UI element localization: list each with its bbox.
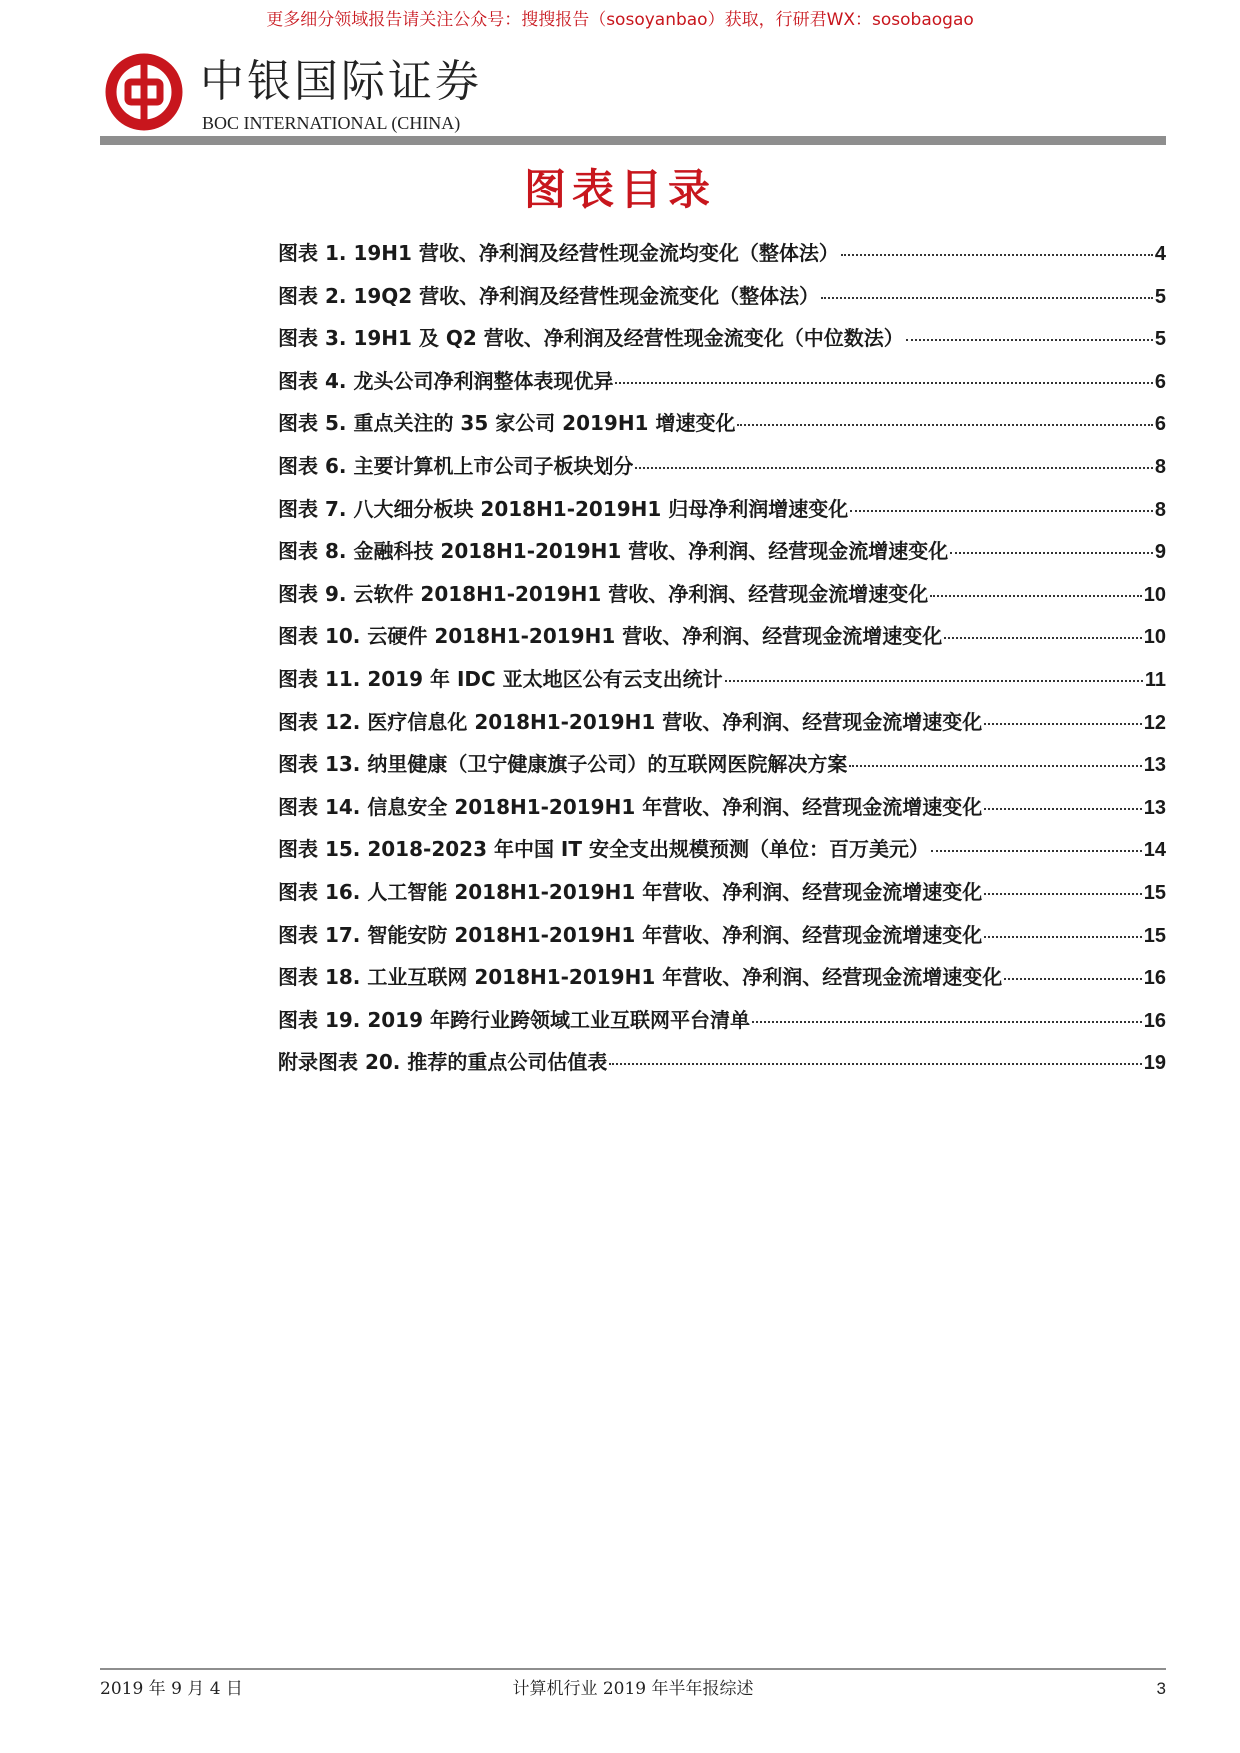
toc-entry[interactable]	[278, 280, 1166, 323]
toc-entry[interactable]	[278, 237, 1166, 280]
toc-entry[interactable]	[278, 1004, 1166, 1047]
toc-dot-leader	[725, 680, 1143, 682]
toc-entry[interactable]	[278, 493, 1166, 536]
toc-entry-label: 图表 9. 云软件 2018H1-2019H1 营收、净利润、经营现金流增速变化	[278, 581, 929, 606]
toc-entry-page: 9	[1154, 541, 1166, 564]
brand-name-cn: 中银国际证券	[200, 56, 482, 107]
toc-entry[interactable]	[278, 919, 1166, 962]
toc-entry-page: 16	[1143, 1009, 1166, 1032]
toc-entry-page: 16	[1143, 967, 1166, 990]
toc-entry-page: 5	[1154, 285, 1166, 308]
toc-dot-leader	[950, 552, 1153, 554]
footer-divider	[100, 1668, 1166, 1670]
toc-dot-leader	[635, 467, 1152, 469]
toc-entry-label: 图表 5. 重点关注的 35 家公司 2019H1 增速变化	[278, 411, 736, 436]
toc-entry-label: 图表 13. 纳里健康（卫宁健康旗子公司）的互联网医院解决方案	[278, 752, 848, 777]
toc-entry-label: 图表 16. 人工智能 2018H1-2019H1 年营收、净利润、经营现金流增速变化	[278, 879, 983, 904]
toc-dot-leader	[850, 510, 1153, 512]
toc-entry-label: 图表 8. 金融科技 2018H1-2019H1 营收、净利润、经营现金流增速变化	[278, 539, 949, 564]
toc-entry-page: 6	[1154, 413, 1166, 436]
header-divider	[100, 136, 1166, 145]
toc-dot-leader	[984, 936, 1142, 938]
toc-dot-leader	[752, 1021, 1142, 1023]
toc-entry[interactable]	[278, 833, 1166, 876]
footer-report-title: 计算机行业 2019 年半年报综述	[512, 1679, 754, 1699]
toc-entry[interactable]	[278, 535, 1166, 578]
toc-dot-leader	[906, 339, 1153, 341]
page-header	[100, 48, 1166, 146]
toc-dot-leader	[609, 1063, 1141, 1065]
brand-name-en: BOC INTERNATIONAL (CHINA)	[202, 113, 461, 133]
toc-dot-leader	[984, 723, 1142, 725]
toc-entry[interactable]	[278, 407, 1166, 450]
toc-dot-leader	[841, 254, 1153, 256]
toc-entry-page: 8	[1154, 498, 1166, 521]
toc-entry[interactable]	[278, 450, 1166, 493]
toc-entry-label: 图表 14. 信息安全 2018H1-2019H1 年营收、净利润、经营现金流增速变化	[278, 794, 983, 819]
footer-page-number: 3	[1156, 1679, 1166, 1698]
toc-dot-leader	[615, 382, 1152, 384]
toc-entry-page: 19	[1143, 1052, 1166, 1075]
footer-date: 2019 年 9 月 4 日	[100, 1679, 243, 1699]
toc-entry-page: 8	[1154, 455, 1166, 478]
toc-entry-label: 图表 7. 八大细分板块 2018H1-2019H1 归母净利润增速变化	[278, 496, 849, 521]
toc-dot-leader	[931, 850, 1142, 852]
toc-entry-page: 14	[1143, 839, 1166, 862]
toc-entry[interactable]	[278, 365, 1166, 408]
toc-entry-page: 15	[1143, 924, 1166, 947]
toc-dot-leader	[849, 765, 1141, 767]
toc-dot-leader	[1004, 978, 1142, 980]
toc-entry-page: 15	[1143, 881, 1166, 904]
toc-entry[interactable]	[278, 748, 1166, 791]
toc-entry-page: 13	[1143, 796, 1166, 819]
toc-entry-page: 10	[1143, 626, 1166, 649]
toc-entry-label: 图表 15. 2018-2023 年中国 IT 安全支出规模预测（单位：百万美元）	[278, 837, 929, 862]
toc-entry[interactable]	[278, 791, 1166, 834]
toc-list	[278, 237, 1166, 1089]
toc-entry-page: 6	[1154, 370, 1166, 393]
toc-dot-leader	[930, 595, 1141, 597]
toc-entry[interactable]	[278, 663, 1166, 706]
toc-dot-leader	[821, 297, 1153, 299]
toc-entry-label: 图表 11. 2019 年 IDC 亚太地区公有云支出统计	[278, 666, 723, 691]
toc-entry-page: 11	[1144, 668, 1166, 691]
toc-entry[interactable]	[278, 322, 1166, 365]
toc-entry[interactable]	[278, 706, 1166, 749]
toc-entry-label: 图表 3. 19H1 及 Q2 营收、净利润及经营性现金流变化（中位数法）	[278, 326, 904, 351]
toc-entry-page: 13	[1143, 754, 1166, 777]
toc-entry[interactable]	[278, 876, 1166, 919]
toc-entry[interactable]	[278, 620, 1166, 663]
toc-entry-page: 10	[1143, 583, 1166, 606]
toc-entry-label: 图表 10. 云硬件 2018H1-2019H1 营收、净利润、经营现金流增速变化	[278, 624, 943, 649]
toc-entry-label: 图表 4. 龙头公司净利润整体表现优异	[278, 368, 614, 393]
page-footer	[100, 1674, 1166, 1704]
toc-entry-label: 图表 2. 19Q2 营收、净利润及经营性现金流变化（整体法）	[278, 283, 820, 308]
toc-entry-label: 图表 6. 主要计算机上市公司子板块划分	[278, 453, 634, 478]
toc-entry-page: 5	[1154, 328, 1166, 351]
toc-entry-label: 附录图表 20. 推荐的重点公司估值表	[278, 1050, 608, 1075]
toc-entry[interactable]	[278, 578, 1166, 621]
toc-entry-label: 图表 18. 工业互联网 2018H1-2019H1 年营收、净利润、经营现金流增速变化	[278, 965, 1003, 990]
toc-entry[interactable]	[278, 961, 1166, 1004]
toc-entry-label: 图表 12. 医疗信息化 2018H1-2019H1 营收、净利润、经营现金流增速变化	[278, 709, 983, 734]
toc-dot-leader	[984, 893, 1142, 895]
page-title: 图表目录	[523, 165, 716, 214]
toc-entry-label: 图表 19. 2019 年跨行业跨领域工业互联网平台清单	[278, 1007, 750, 1032]
toc-entry-label: 图表 1. 19H1 营收、净利润及经营性现金流均变化（整体法）	[278, 241, 839, 265]
toc-dot-leader	[737, 424, 1152, 426]
toc-entry-label: 图表 17. 智能安防 2018H1-2019H1 年营收、净利润、经营现金流增速变化	[278, 922, 983, 947]
toc-entry-page: 4	[1154, 243, 1166, 265]
toc-entry[interactable]	[278, 1046, 1166, 1089]
toc-dot-leader	[944, 637, 1142, 639]
toc-entry-page: 12	[1143, 711, 1166, 734]
top-notice: 更多细分领域报告请关注公众号：搜搜报告（sosoyanbao）获取，行研君WX：sosobaogao	[266, 10, 974, 30]
toc-dot-leader	[984, 808, 1142, 810]
bank-of-china-logo-icon	[104, 52, 184, 132]
